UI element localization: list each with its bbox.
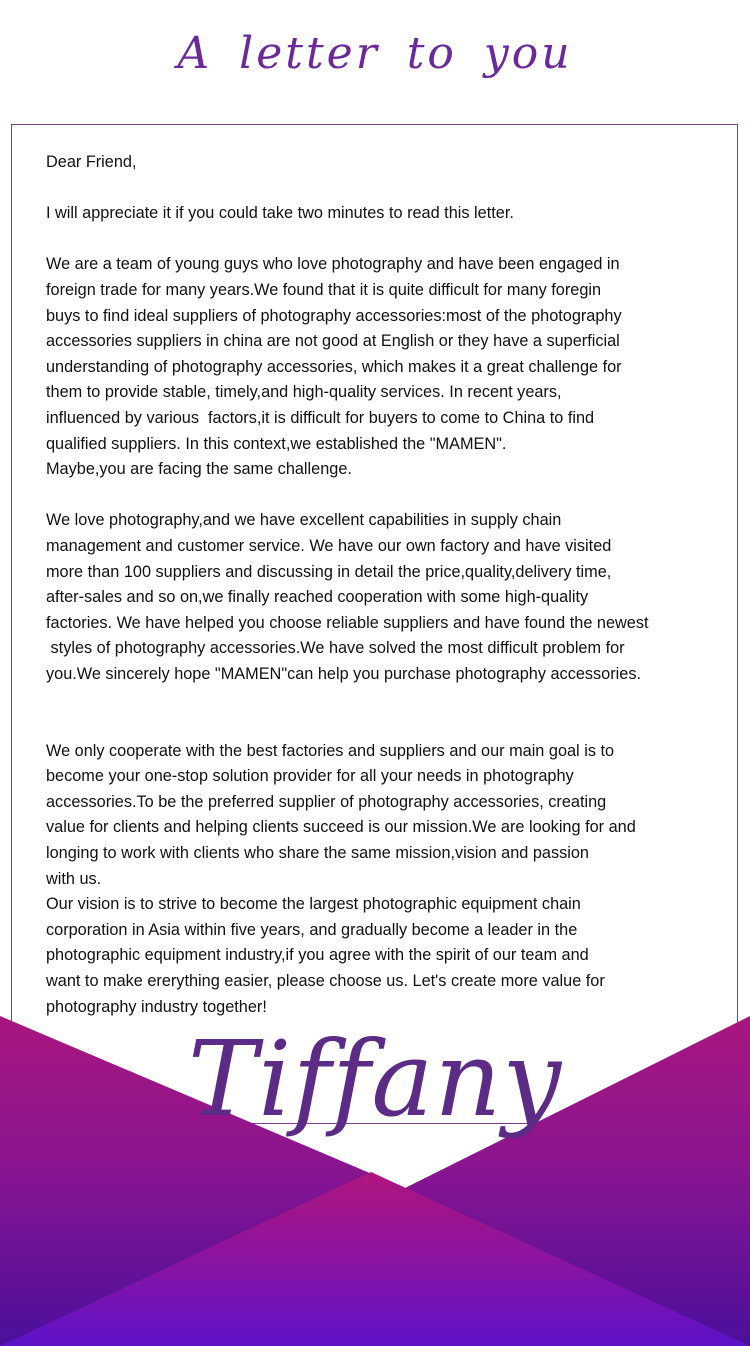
letter-line: influenced by various factors,it is difficult for buyers to come to China to find: [46, 408, 595, 427]
letter-line: [46, 227, 726, 253]
letter-line: [46, 713, 726, 739]
letter-line: value for clients and helping clients succeed is our mission.We are looking for and: [46, 818, 636, 837]
letter-body: [46, 150, 726, 1020]
letter-line: accessories.To be the preferred supplier of photography accessories, creating: [46, 792, 607, 811]
letter-line: photography industry together!: [46, 997, 267, 1016]
letter-line: them to provide stable, timely,and high-quality services. In recent years,: [46, 383, 562, 402]
letter-line: after-sales and so on,we finally reached cooperation with some high-quality: [46, 588, 589, 607]
letter-line: styles of photography accessories.We have solved the most difficult problem for: [46, 639, 625, 658]
letter-line: Maybe,you are facing the same challenge.: [46, 460, 352, 479]
letter-line: factories. We have helped you choose reliable suppliers and have found the newest: [46, 613, 649, 632]
letter-line: want to make ererything easier, please choose us. Let's create more value for: [46, 972, 605, 990]
letter-line: [46, 176, 726, 202]
letter-line: understanding of photography accessories, which makes it a great challenge for: [46, 357, 622, 376]
letter-line: corporation in Asia within five years, and gradually become a leader in the: [46, 920, 578, 939]
letter-line: [46, 687, 726, 713]
letter-line: Dear Friend,: [46, 153, 137, 171]
letter-line: accessories suppliers in china are not good at English or they have a superficial: [46, 332, 620, 351]
letter-title: A letter to you: [177, 28, 573, 79]
letter-line: We love photography,and we have excellent capabilities in supply chain: [46, 511, 562, 530]
letter-line: We are a team of young guys who love photography and have been engaged in: [46, 255, 620, 274]
letter-line: photographic equipment industry,if you agree with the spirit of our team and: [46, 946, 589, 965]
letter-line: buys to find ideal suppliers of photography accessories:most of the photography: [46, 306, 622, 325]
signature: Tiffany: [187, 1018, 563, 1140]
letter-line: more than 100 suppliers and discussing in detail the price,quality,delivery time,: [46, 562, 612, 581]
letter-line: become your one-stop solution provider for all your needs in photography: [46, 767, 574, 786]
letter-line: longing to work with clients who share the same mission,vision and passion: [46, 844, 589, 863]
letter-line: you.We sincerely hope "MAMEN"can help you purchase photography accessories.: [46, 664, 641, 683]
letter-line: foreign trade for many years.We found that it is quite difficult for many foregin: [46, 280, 602, 299]
letter-line: Our vision is to strive to become the largest photographic equipment chain: [46, 895, 581, 914]
letter-line: management and customer service. We have our own factory and have visited: [46, 536, 612, 555]
letter-line: [46, 483, 726, 509]
letter-line: qualified suppliers. In this context,we established the "MAMEN".: [46, 434, 507, 453]
letter-line: We only cooperate with the best factories and suppliers and our main goal is to: [46, 741, 615, 760]
letter-line: I will appreciate it if you could take two minutes to read this letter.: [46, 204, 514, 223]
letter-line: with us.: [46, 869, 102, 888]
